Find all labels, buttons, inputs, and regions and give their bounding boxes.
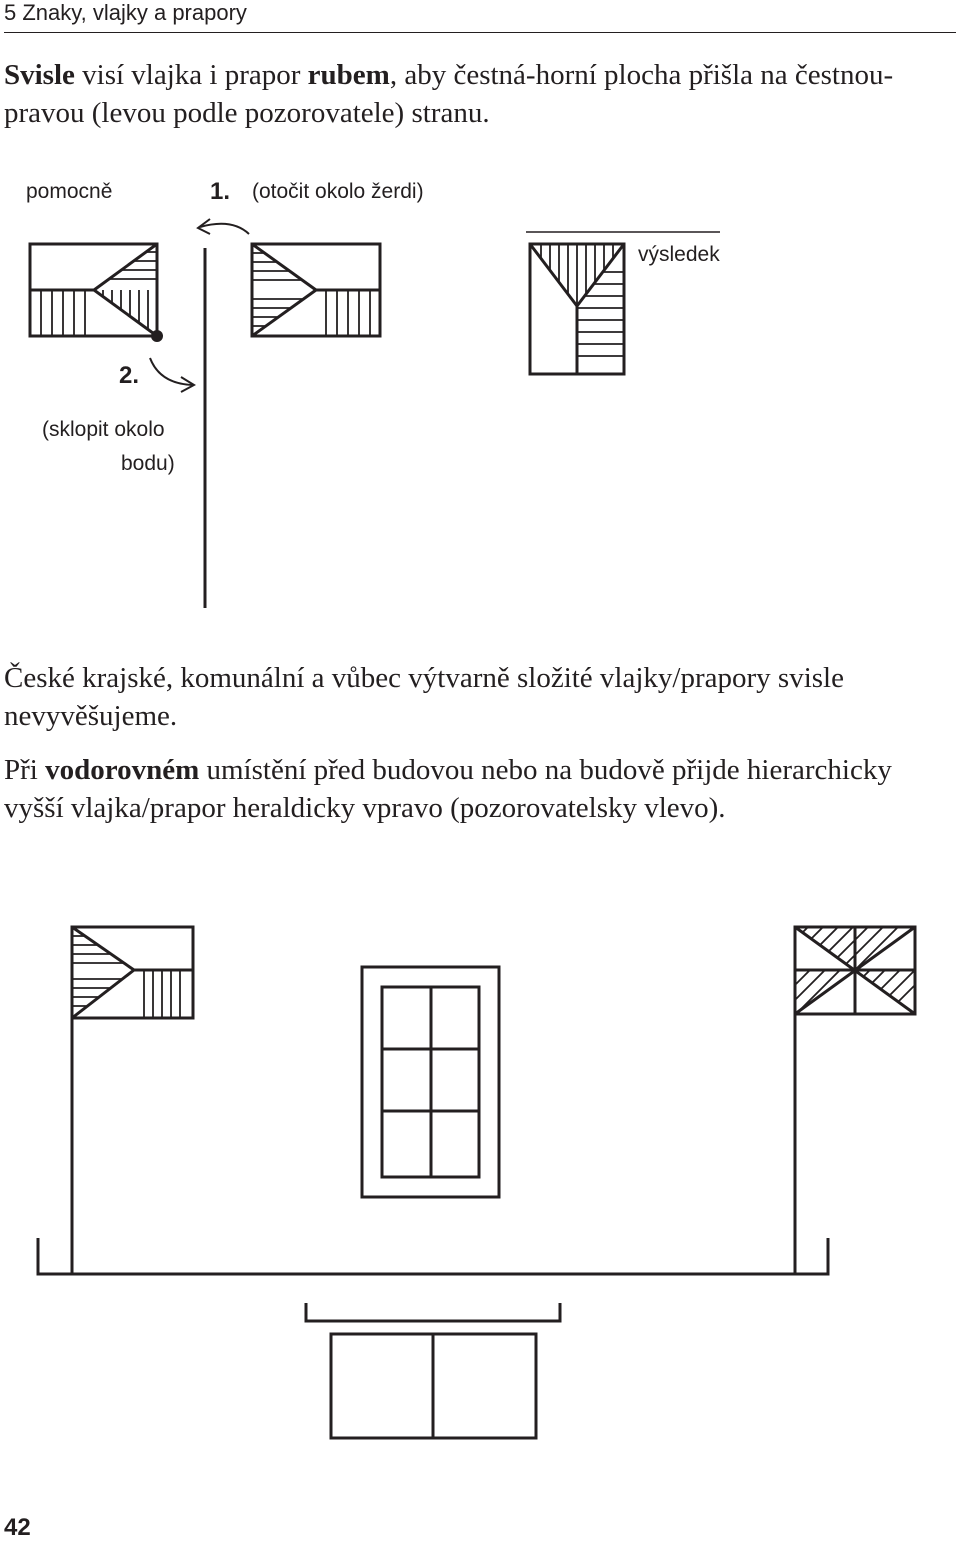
paragraph-text: Při — [4, 754, 46, 786]
step2-text-line2: bodu) — [121, 452, 175, 475]
flag-right — [790, 905, 950, 1025]
bold-term-rubem: rubem — [307, 59, 390, 91]
horizontal-hatch — [248, 253, 320, 326]
label-result: výsledek — [638, 243, 720, 266]
vertical-hatch — [326, 290, 370, 336]
horizontal-hatch — [574, 272, 628, 356]
step2-text-line1: (sklopit okolo — [42, 418, 165, 441]
building-ground-line — [38, 1238, 828, 1274]
paragraph-text: visí vlajka i prapor — [74, 59, 308, 91]
fold-arrow-icon — [150, 358, 194, 392]
chapter-title: 5 Znaky, vlajky a prapory — [4, 0, 247, 25]
step1-text: (otočit okolo žerdi) — [252, 180, 424, 203]
horizontal-hatch — [90, 252, 160, 279]
bold-term-vodorovnem: vodorovném — [45, 754, 200, 786]
building-window — [362, 967, 499, 1197]
bold-term-svisle: Svisle — [4, 59, 75, 91]
flag-helper — [30, 244, 163, 342]
vertical-hatch — [144, 970, 180, 1018]
building-entrance — [306, 1303, 560, 1438]
page-number: 42 — [4, 1514, 31, 1541]
building-flags-diagram — [0, 900, 960, 1460]
vertical-hatch — [41, 290, 85, 336]
paragraph-text: umístění před budovou nebo na budově přijde hierarchicky vyšší vlajka/prapor heraldicky vpravo (pozorovatelsky vlevo). — [4, 754, 892, 824]
step2-number: 2. — [119, 362, 140, 389]
rotate-arrow-icon — [198, 219, 249, 234]
paragraph-no-vertical: České krajské, komunální a vůbec výtvarně složité vlajky/prapory svisle nevyvěšujeme. — [4, 662, 844, 732]
label-helper: pomocně — [26, 180, 113, 203]
paragraph-horizontal-placement — [4, 751, 956, 827]
step1-number: 1. — [210, 178, 231, 205]
flag-rotated — [248, 244, 380, 336]
paragraph-text: , aby čestná-horní plocha přišla na čestnou-pravou (levou podle pozorovatele) stranu. — [4, 59, 894, 129]
flag-folding-diagram — [0, 0, 960, 640]
flag-left-higher-rank — [68, 927, 193, 1018]
pivot-point — [151, 330, 163, 342]
